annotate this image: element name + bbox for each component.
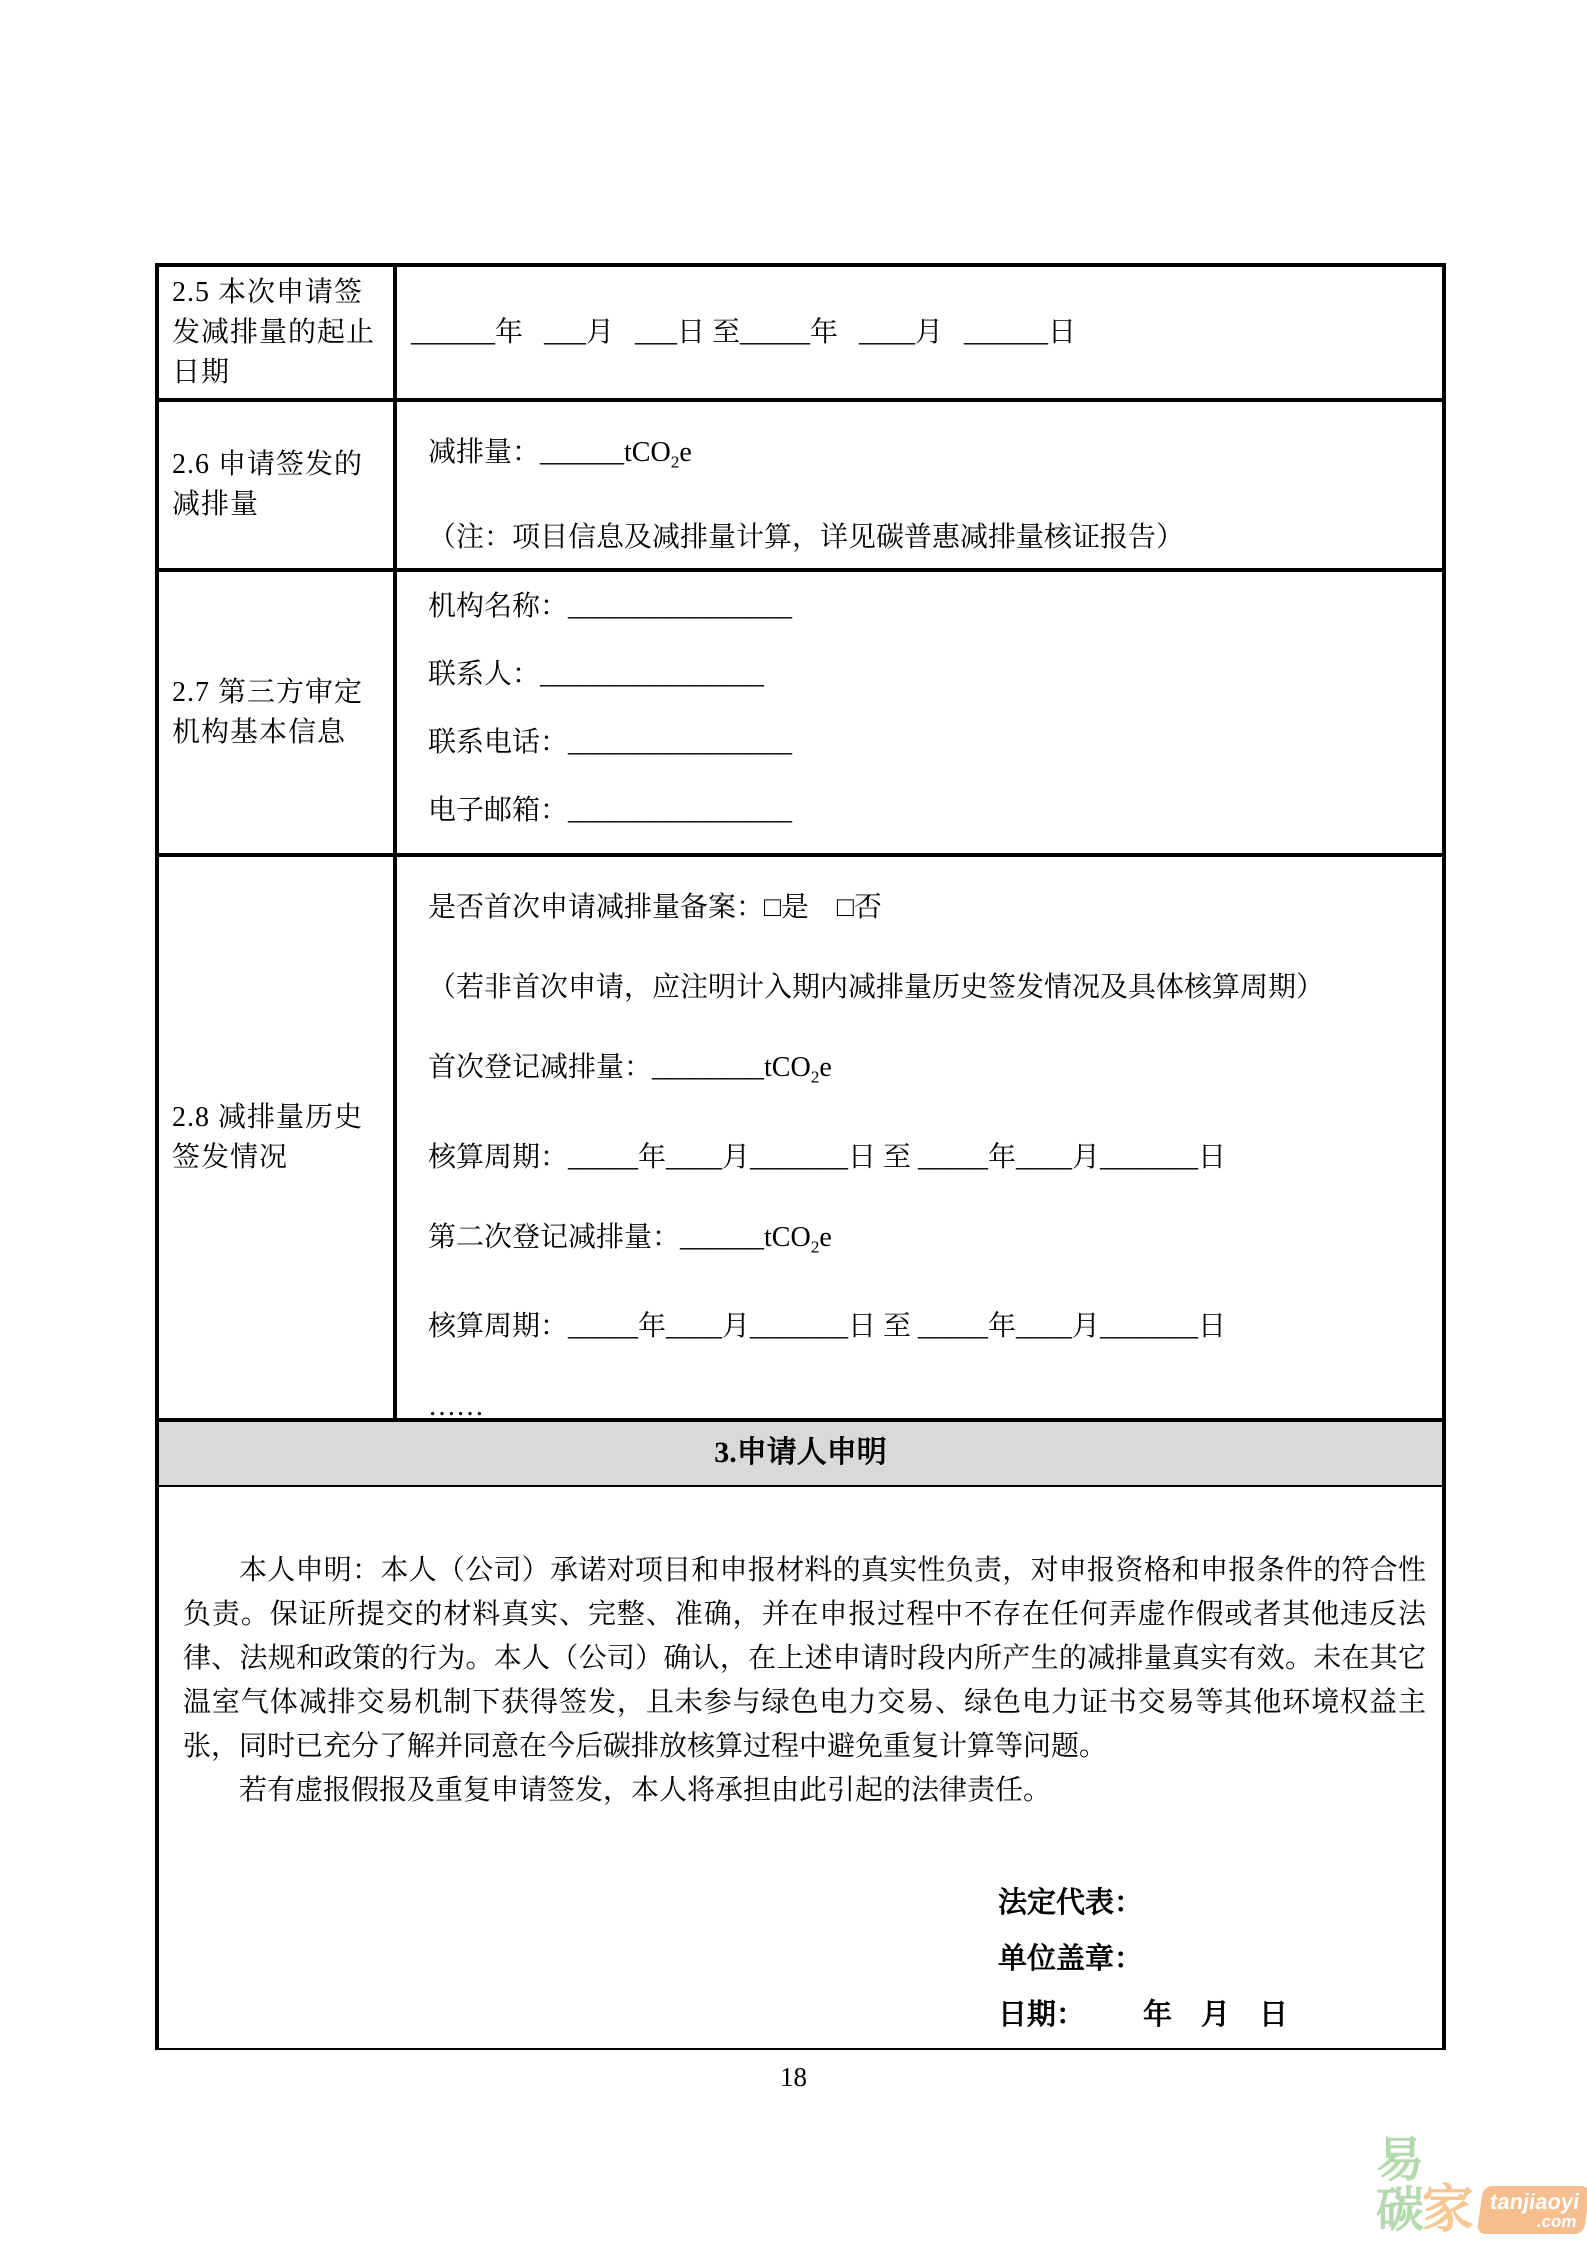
- row-2-6-label: [159, 402, 397, 568]
- row-2-5-label-line: 2.5 本次申请签: [172, 276, 364, 308]
- tanjiaoyi-watermark-logo: [1376, 2134, 1587, 2239]
- application-table: [155, 263, 1446, 2050]
- watermark-badge: [1476, 2186, 1587, 2234]
- company-seal-label: 单位盖章：: [998, 1943, 1144, 1975]
- unit-tco2e: tCO: [764, 1221, 811, 1253]
- declaration-paragraph-1: 本人申明：本人（公司）承诺对项目和申报材料的真实性负责，对申报资格和申报条件的符合性负责。保证所提交的材料真实、完整、准确，并在申报过程中不存在任何弄虚作假或者其他违反法律、法规和政策的行为。本人（公司）确认，在上述申请时段内所产生的减排量真实有效。未在其它温室气体减排交易机制下获得签发，且未参与绿色电力交易、绿色电力证书交易等其他环境权益主张，同时已充分了解并同意在今后碳排放核算过程中避免重复计算等问题。: [183, 1555, 1426, 1762]
- watermark-green-text: 易碳: [1376, 2134, 1422, 2237]
- unit-tco2e: tCO: [624, 437, 671, 468]
- contact-person-blank-field: 联系人：________________: [428, 659, 765, 690]
- table-row-2-7: [159, 572, 1442, 857]
- row-2-6-label-line: 减排量: [172, 489, 260, 520]
- first-registered-amount-line: [428, 1051, 1442, 1095]
- watermark-badge-line1: tanjiaoyi: [1488, 2189, 1581, 2214]
- row-2-7-label: [159, 572, 397, 853]
- unit-subscript: 2: [670, 452, 680, 472]
- email-blank-field: 电子邮箱：________________: [428, 795, 793, 826]
- unit-subscript: 2: [810, 1067, 820, 1087]
- emission-amount-note: （注：项目信息及减排量计算，详见碳普惠减排量核证报告）: [428, 521, 1185, 553]
- unit-subscript: 2: [810, 1237, 820, 1257]
- row-2-8-label: [159, 857, 397, 1418]
- table-row-2-5: [159, 267, 1442, 402]
- section-3-header: 3.申请人申明: [159, 1422, 1442, 1487]
- unit-suffix: e: [819, 1221, 832, 1253]
- row-2-5-label: [159, 267, 397, 398]
- row-2-7-label-line: 2.7 第三方审定: [172, 676, 364, 708]
- unit-suffix: e: [679, 437, 692, 468]
- ellipsis-line: ……: [428, 1391, 484, 1423]
- second-registered-amount-prefix: 第二次登记减排量：______: [428, 1221, 765, 1253]
- row-2-8-content: [397, 857, 1442, 1423]
- org-name-blank-field: 机构名称：________________: [428, 591, 793, 622]
- row-2-8-label-line: 2.8 减排量历史: [172, 1101, 364, 1133]
- history-note: （若非首次申请，应注明计入期内减排量历史签发情况及具体核算周期）: [428, 972, 1325, 1003]
- page-number: 18: [780, 2062, 807, 2092]
- row-2-7-label-line: 机构基本信息: [172, 716, 347, 748]
- unit-tco2e: tCO: [764, 1052, 811, 1083]
- first-time-filing-checkbox-line: 是否首次申请减排量备案：□是 □否: [428, 892, 882, 923]
- declaration-paragraph-2: 若有虚报假报及重复申请签发，本人将承担由此引起的法律责任。: [239, 1775, 1052, 1806]
- watermark-badge-line2: .com: [1535, 2212, 1578, 2231]
- first-registered-amount-prefix: 首次登记减排量：________: [428, 1052, 765, 1083]
- watermark-orange-text: 家: [1421, 2181, 1474, 2239]
- unit-suffix: e: [819, 1052, 832, 1083]
- row-2-6-content: [397, 402, 1442, 568]
- emission-amount-prefix: 减排量：______: [428, 437, 625, 468]
- contact-phone-blank-field: 联系电话：________________: [428, 727, 793, 758]
- signature-date-line: 日期： 年 月 日: [998, 1999, 1289, 2031]
- row-2-7-content: [397, 572, 1442, 853]
- table-row-2-6: [159, 402, 1442, 572]
- row-2-6-label-line: 2.6 申请签发的: [172, 449, 364, 480]
- first-accounting-period-line: 核算周期：_____年____月_______日 至 _____年____月_______日: [428, 1141, 1227, 1173]
- issuance-period-blank-line: ______年 ___月 ___日 至_____年 ____月 ______日: [411, 316, 1077, 348]
- declaration-cell: [159, 1487, 1442, 2048]
- row-2-5-label-line: 日期: [172, 356, 231, 388]
- second-registered-amount-line: [428, 1221, 1442, 1265]
- row-2-5-label-line: 发减排量的起止: [172, 316, 376, 348]
- legal-representative-label: 法定代表：: [998, 1887, 1144, 1919]
- signature-block: [998, 1875, 1426, 2043]
- table-row-2-8: [159, 857, 1442, 1422]
- second-accounting-period-line: 核算周期：_____年____月_______日 至 _____年____月_______日: [428, 1311, 1227, 1343]
- row-2-5-content: [397, 267, 1442, 398]
- emission-amount-blank-line: [428, 436, 1442, 480]
- row-2-8-label-line: 签发情况: [172, 1141, 289, 1173]
